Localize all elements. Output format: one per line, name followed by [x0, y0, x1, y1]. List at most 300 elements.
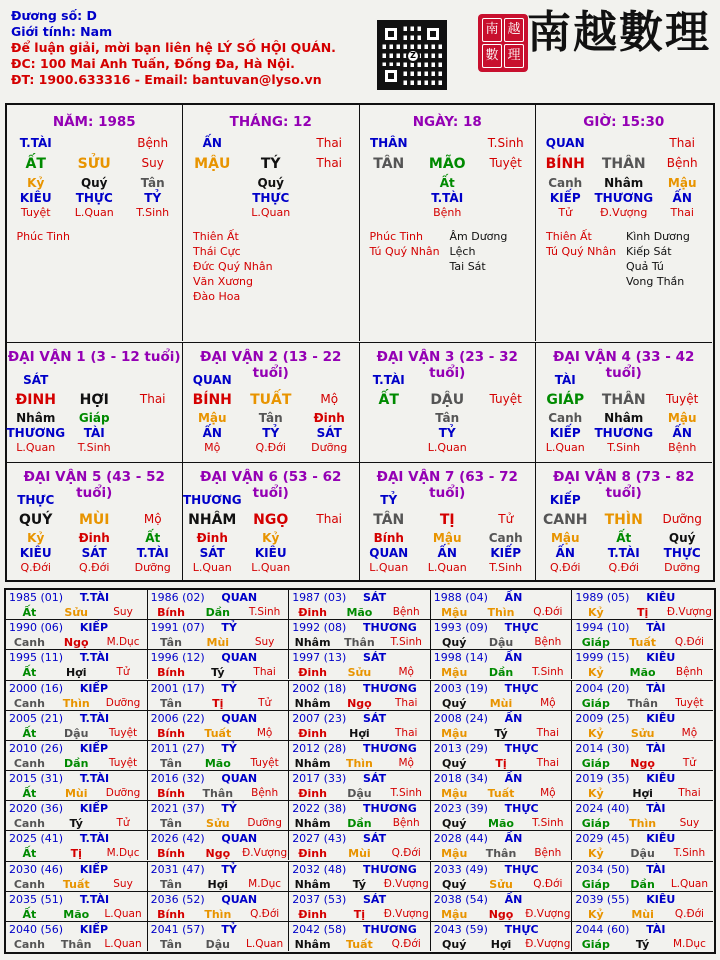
year-stem: Mậu [441, 847, 468, 861]
header [11, 8, 351, 88]
year-row-bottom [431, 726, 572, 741]
year-row-top [6, 681, 147, 696]
year-cell [288, 619, 430, 649]
earthly-branch: THÂN [601, 392, 646, 408]
year-stage: Thai [395, 696, 418, 709]
year-row-top [289, 831, 430, 846]
year-stage: Q.Đới [674, 907, 704, 920]
year-cell [5, 680, 147, 710]
hidden-status-row [183, 441, 359, 454]
year-cell [430, 861, 572, 891]
year-stem: Bính [157, 666, 185, 680]
year-god: T.TÀI [79, 832, 110, 846]
cell-title: ĐẠI VẬN 2 (13 - 22 tuổi) [200, 349, 342, 381]
year-row-top [431, 892, 572, 907]
year-stem: Ất [22, 847, 37, 861]
year-branch: Sửu [64, 606, 89, 619]
year-row-top [6, 711, 147, 726]
life-stage: Thai [139, 392, 166, 406]
hidden-stem: Đinh [78, 531, 110, 545]
hidden-status [360, 441, 418, 454]
year-stage: Bệnh [534, 636, 562, 649]
year-cell [288, 830, 430, 860]
year-branch: Tý [69, 817, 83, 831]
year-stage: Thai [395, 726, 418, 739]
stem-branch-row [7, 156, 183, 172]
year-stem: Canh [13, 636, 45, 650]
ten-god: THỰC [17, 493, 55, 507]
hidden-status: L.Quan [427, 441, 467, 454]
year-row-bottom [289, 605, 430, 620]
year-label: 2001 (17) [150, 681, 205, 695]
year-cell [430, 921, 572, 951]
year-god: SÁT [363, 772, 387, 785]
spacer [594, 493, 652, 507]
hidden-status: Đ.Vượng [600, 205, 648, 219]
year-row-top [572, 831, 713, 846]
cell-title: ĐẠI VẬN 5 (43 - 52 tuổi) [23, 469, 165, 501]
hidden-stem [123, 411, 181, 425]
year-branch: Ngọ [347, 696, 372, 710]
year-stage: Tử [682, 756, 696, 769]
year-row-top [289, 892, 430, 907]
qr-center-logo: Z [406, 49, 420, 63]
year-row-top [148, 831, 289, 846]
year-branch: Thìn [62, 696, 90, 710]
year-stem: Đinh [298, 847, 327, 861]
year-label: 2030 (46) [9, 862, 64, 876]
year-label: 1992 (08) [292, 621, 347, 635]
year-cell [147, 710, 289, 740]
stars-right [626, 229, 690, 289]
year-stem: Đinh [298, 726, 327, 740]
year-row-bottom [572, 696, 713, 711]
year-label: 2002 (18) [292, 681, 347, 695]
year-stem: Nhâm [294, 817, 331, 831]
year-stage: T.Sinh [532, 817, 564, 830]
year-cell [147, 891, 289, 921]
hidden-gods-row [536, 546, 712, 560]
ten-god: QUAN [192, 373, 232, 387]
year-god: T.TÀI [79, 772, 110, 785]
year-row-bottom [289, 696, 430, 711]
god-status [123, 373, 181, 387]
year-row-top [572, 620, 713, 635]
year-stage: Tử [258, 696, 272, 709]
year-cell [288, 921, 430, 951]
hidden-stem: Ất [616, 531, 632, 545]
hidden-status: Dưỡng [664, 561, 701, 574]
chart-grid [5, 103, 715, 582]
hidden-status: Tuyệt [20, 205, 51, 219]
star-name: Tú Quý Nhân [546, 244, 617, 258]
year-label: 2032 (48) [292, 862, 347, 876]
year-god: KIÊU [646, 772, 676, 785]
year-stage: L.Quan [104, 937, 142, 950]
year-row-top [148, 650, 289, 665]
hidden-status: Tử [558, 205, 573, 219]
hidden-stem: Quý [80, 175, 108, 190]
year-label: 2017 (33) [292, 772, 347, 785]
ten-god: QUAN [545, 135, 585, 150]
year-label: 2014 (30) [575, 741, 630, 755]
year-stage: M.Dục [106, 636, 140, 649]
year-branch: Tị [353, 907, 366, 921]
year-row-bottom [572, 756, 713, 771]
hidden-stem: Ất [439, 175, 455, 190]
year-row-top [6, 650, 147, 665]
hidden-status-row [536, 441, 712, 454]
year-row-top [6, 831, 147, 846]
spacer [241, 136, 299, 150]
year-row-bottom [572, 635, 713, 650]
hidden-stem [360, 176, 418, 190]
year-row-top [289, 650, 430, 665]
hidden-stem: Đinh [196, 531, 228, 545]
year-cell [571, 740, 713, 770]
heavenly-stem: MẬU [194, 155, 231, 172]
year-god: ẤN [504, 892, 523, 906]
god-row [536, 136, 712, 150]
year-label: 2020 (36) [9, 802, 64, 816]
year-stem: Đinh [298, 666, 327, 680]
hidden-god: THỰC [252, 190, 290, 205]
hidden-stem [183, 176, 241, 190]
year-cell [147, 619, 289, 649]
year-label: 2025 (41) [9, 832, 64, 846]
ten-god: THÂN [369, 135, 408, 150]
year-branch: Ngọ [63, 636, 89, 650]
year-label: 2006 (22) [150, 711, 205, 725]
year-stage: Tử [116, 817, 130, 830]
year-stage: Đ.Vượng [242, 847, 288, 860]
god-row [360, 136, 536, 150]
year-stage: Dưỡng [247, 817, 282, 830]
year-label: 2005 (21) [9, 711, 64, 725]
hidden-status: L.Quan [192, 561, 232, 574]
cell-title: GIỜ: 15:30 [583, 113, 665, 130]
year-stage: Dưỡng [105, 696, 141, 709]
hidden-god: ẤN [672, 426, 692, 440]
year-row-top [431, 620, 572, 635]
year-stem: Tân [160, 937, 182, 951]
year-stem: Tân [160, 877, 182, 891]
year-stem: Đinh [298, 907, 327, 921]
hidden-status [123, 441, 181, 454]
year-cell [571, 830, 713, 860]
year-god: TÀI [646, 741, 666, 755]
year-row-bottom [572, 786, 713, 801]
hidden-stems-row [7, 176, 183, 190]
year-god: ẤN [504, 832, 523, 846]
hidden-god: SÁT [81, 546, 107, 560]
spacer [241, 493, 299, 507]
hidden-status-row [7, 441, 183, 454]
star-name: Văn Xương [193, 274, 253, 288]
year-stage: Tuyệt [675, 696, 704, 709]
year-cell [5, 921, 147, 951]
year-label: 2027 (43) [292, 832, 347, 846]
cell-title: ĐẠI VẬN 8 (73 - 82 tuổi) [553, 469, 695, 501]
year-branch: Dần [347, 817, 372, 831]
stem-branch-row [360, 512, 536, 528]
year-row-top [289, 620, 430, 635]
year-row-bottom [289, 907, 430, 922]
year-branch: Mão [488, 817, 514, 831]
earthly-branch: TUẤT [250, 392, 292, 408]
hidden-status: Q.Đới [550, 561, 581, 574]
year-stage: Q.Đới [391, 937, 421, 950]
hidden-god: THỰC [663, 546, 701, 560]
year-god: KIẾP [79, 681, 109, 695]
year-stage: Q.Đới [533, 606, 563, 618]
year-cell [288, 861, 430, 891]
year-stem: Canh [13, 937, 45, 951]
hidden-status-row [7, 561, 183, 574]
spacer [418, 493, 476, 507]
stars-left [546, 229, 616, 259]
year-row-top [289, 801, 430, 816]
year-stage: Suy [679, 817, 700, 830]
year-stage: Mộ [398, 666, 414, 679]
year-branch: Dần [205, 606, 230, 619]
year-cell [288, 649, 430, 679]
year-stem: Canh [13, 817, 45, 831]
god-status [653, 493, 711, 507]
dai-van-cell [182, 342, 359, 462]
hidden-status-row [360, 561, 536, 574]
dai-van-cell [6, 342, 183, 462]
year-god: THỰC [504, 922, 539, 936]
year-row-top [431, 831, 572, 846]
year-god: THƯƠNG [363, 922, 417, 936]
hidden-gods-row [183, 426, 359, 440]
year-label: 2028 (44) [433, 832, 488, 846]
year-cell [571, 800, 713, 830]
hidden-gods-row [360, 426, 536, 440]
year-god: SÁT [363, 892, 387, 906]
year-cell [571, 891, 713, 921]
year-god: QUAN [221, 832, 258, 846]
year-row-top [572, 590, 713, 605]
year-row-bottom [572, 726, 713, 741]
year-stem: Kỷ [587, 847, 604, 861]
god-status: Thai [316, 135, 343, 150]
god-row [7, 136, 183, 150]
stem-branch-row [183, 512, 359, 528]
year-stage: Mộ [540, 787, 556, 799]
hidden-stem: Nhâm [604, 411, 644, 425]
star-name: Đào Hoa [193, 289, 241, 303]
star-name: Đức Quý Nhân [193, 259, 273, 273]
year-row-bottom [6, 605, 147, 620]
year-row-bottom [572, 846, 713, 861]
year-label: 2031 (47) [150, 862, 205, 876]
year-stem: Canh [13, 696, 45, 710]
year-row-bottom [572, 665, 713, 680]
year-row-top [289, 862, 430, 877]
star-name: Kình Dương [626, 229, 690, 243]
year-god: THỰC [504, 741, 539, 755]
year-row-top [431, 590, 572, 605]
star-name: Thái Cực [193, 244, 241, 258]
year-cell [430, 800, 572, 830]
year-cell [5, 770, 147, 800]
year-row-bottom [572, 816, 713, 831]
heavenly-stem: BÍNH [192, 392, 232, 408]
year-god: TÀI [646, 621, 666, 635]
year-row-top [572, 892, 713, 907]
year-row-top [148, 741, 289, 756]
year-row-top [148, 771, 289, 786]
earthly-branch: SỬU [77, 155, 111, 172]
year-stage: Suy [254, 636, 275, 649]
god-row [183, 373, 359, 387]
year-stem: Tân [160, 636, 182, 650]
year-row-bottom [6, 907, 147, 922]
hidden-status: T.Sinh [607, 441, 641, 454]
god-row [360, 493, 536, 507]
year-stage: Đ.Vượng [525, 907, 571, 920]
hidden-stem: Nhâm [604, 175, 644, 190]
star-name: Tú Quý Nhân [369, 244, 440, 258]
year-label: 2018 (34) [433, 772, 488, 785]
year-label: 1991 (07) [150, 621, 205, 635]
year-row-top [148, 590, 289, 605]
dai-van-cell [535, 342, 712, 462]
earthly-branch: NGỌ [253, 512, 289, 528]
year-stage: Mộ [398, 756, 414, 769]
year-cell [571, 680, 713, 710]
year-row-bottom [289, 846, 430, 861]
year-label: 2013 (29) [433, 741, 488, 755]
heavenly-stem: TÂN [373, 155, 405, 172]
hidden-god: TỶ [262, 426, 280, 440]
year-god: KIẾP [79, 802, 109, 816]
god-row [7, 373, 183, 387]
hidden-status: L.Quan [545, 441, 585, 454]
year-row-top [572, 741, 713, 756]
year-stage: Q.Đới [391, 847, 421, 860]
ten-god: KIẾP [549, 493, 581, 507]
year-label: 1990 (06) [9, 621, 64, 635]
hidden-stem: Nhâm [16, 411, 56, 425]
hidden-god: KIẾP [490, 546, 522, 560]
heavenly-stem: ẤT [25, 155, 46, 172]
dai-van-cell [535, 462, 712, 580]
earthly-branch: HỢI [79, 392, 109, 408]
heavenly-stem: QUÝ [19, 512, 53, 528]
hidden-stem: Kỷ [27, 175, 45, 190]
qr-code-icon [377, 20, 447, 90]
hidden-status: Bệnh [668, 441, 697, 454]
hidden-god: KIÊU [19, 190, 52, 205]
year-label: 1988 (04) [433, 591, 488, 604]
year-row-bottom [289, 877, 430, 892]
year-god: T.TÀI [79, 711, 110, 725]
hidden-status: Thai [670, 205, 694, 219]
life-stage: Dưỡng [662, 512, 702, 526]
hidden-stem: Mậu [667, 411, 697, 425]
year-branch: Dậu [488, 636, 514, 650]
year-branch: Tý [211, 666, 225, 680]
year-branch: Thân [202, 787, 234, 800]
year-label: 2000 (16) [9, 681, 64, 695]
year-branch: Dậu [347, 787, 372, 800]
hidden-god: ẤN [672, 190, 692, 205]
god-status [653, 373, 711, 387]
year-stage: Suy [113, 606, 133, 618]
year-stage: Bệnh [251, 787, 279, 799]
hidden-stem: Canh [548, 411, 583, 425]
address: ĐC: 100 Mai Anh Tuấn, Đống Đa, Hà Nội. [11, 56, 295, 71]
year-god: THỰC [504, 802, 539, 816]
hidden-status: Q.Đới [78, 561, 110, 574]
year-row-top [289, 711, 430, 726]
year-stem: Ất [22, 666, 37, 680]
year-row-top [289, 590, 430, 605]
year-god: TỶ [221, 621, 237, 635]
cell-title: THÁNG: 12 [229, 113, 312, 130]
hidden-gods-row [183, 546, 359, 560]
year-stage: T.Sinh [248, 606, 281, 618]
life-stage: Tuyệt [666, 392, 699, 406]
year-branch: Mão [629, 666, 656, 680]
hidden-status [476, 206, 534, 219]
god-row [7, 493, 183, 507]
year-cell [430, 830, 572, 860]
year-label: 2010 (26) [9, 741, 64, 755]
year-god: ẤN [504, 591, 523, 604]
year-god: KIÊU [646, 711, 676, 725]
year-god: SÁT [363, 591, 387, 604]
year-label: 2026 (42) [150, 832, 205, 846]
hidden-status: Dưỡng [134, 561, 171, 574]
year-row-bottom [148, 846, 289, 861]
god-status: Thai [669, 135, 696, 150]
god-row [536, 493, 712, 507]
ten-god: T.TÀI [19, 135, 52, 150]
earthly-branch: THÂN [601, 155, 646, 172]
hidden-status [300, 206, 358, 219]
life-stage: Thai [316, 512, 343, 526]
year-cell [5, 589, 147, 619]
year-row-top [431, 711, 572, 726]
seal-stamp-icon [478, 14, 528, 72]
hidden-god: T.TÀI [431, 190, 464, 205]
hidden-god: QUAN [369, 546, 409, 560]
life-stage: Suy [141, 155, 164, 170]
phone-email: ĐT: 1900.633316 - Email: bantuvan@lyso.vn [11, 72, 322, 87]
heavenly-stem: ĐINH [15, 392, 56, 408]
god-status [300, 493, 358, 507]
year-god: QUAN [221, 591, 258, 604]
year-god: TÀI [646, 681, 666, 695]
hidden-god [360, 191, 418, 205]
year-stage: Mộ [681, 726, 698, 739]
hidden-stem: Mậu [550, 531, 580, 545]
year-branch: Tuất [487, 787, 515, 800]
hidden-status: L.Quan [369, 561, 409, 574]
year-row-bottom [289, 786, 430, 801]
year-stage: Đ.Vượng [666, 606, 712, 618]
year-branch: Dậu [630, 847, 655, 861]
year-god: TÀI [646, 922, 666, 936]
year-row-top [431, 801, 572, 816]
year-stem: Mậu [441, 666, 468, 680]
stem-branch-row [183, 392, 359, 408]
year-row-bottom [572, 605, 713, 620]
